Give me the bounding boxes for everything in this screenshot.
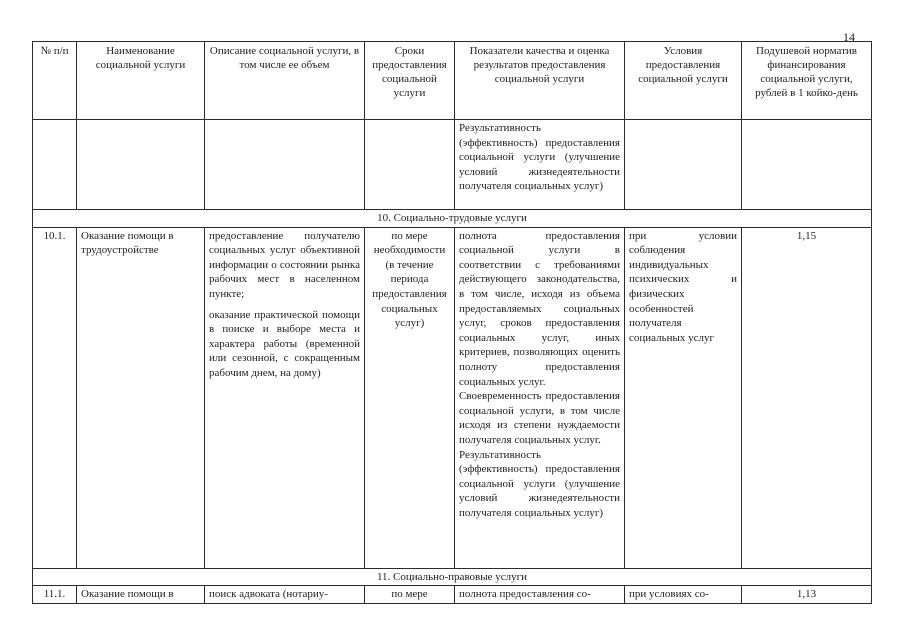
- header-term: Сроки предоставления социальной услуги: [365, 42, 455, 120]
- cell-empty: [625, 120, 742, 210]
- page-number: 14: [843, 30, 855, 44]
- row-number: 11.1.: [33, 586, 77, 604]
- term-cell: по мере: [365, 586, 455, 604]
- row-number: 10.1.: [33, 227, 77, 568]
- cell-empty: [33, 120, 77, 210]
- term-cell: по мере необходимости (в течение периода предоставления социальных услуг): [365, 227, 455, 568]
- table-row: [33, 227, 872, 568]
- quality-part: Результативность (эффективность) предоставления социальной услуги (улучшение условий жизнедеятельности получателя социальных услуг): [459, 448, 620, 519]
- quality-cell: полнота предоставления со-: [455, 586, 625, 604]
- header-num: № п/п: [33, 42, 77, 120]
- description-cell: поиск адвоката (нотариу-: [205, 586, 365, 604]
- table-row: [33, 120, 872, 210]
- header-quality: Показатели качества и оценка результатов предоставления социальной услуги: [455, 42, 625, 120]
- cell-empty: [742, 120, 872, 210]
- norm-cell: 1,13: [742, 586, 872, 604]
- header-norm: Подушевой норматив финансирования социальной услуги, рублей в 1 койко-день: [742, 42, 872, 120]
- service-name: Оказание помощи в трудоустройстве: [77, 227, 205, 568]
- description-part: предоставление получателю социальных услуг объективной информации о состоянии рынка рабочих мест в населенном пункте;: [209, 229, 360, 300]
- header-description: Описание социальной услуги, в том числе ее объем: [205, 42, 365, 120]
- services-table: [32, 41, 872, 604]
- cell-empty: [77, 120, 205, 210]
- conditions-cell: при условиях со-: [625, 586, 742, 604]
- header-row: [33, 42, 872, 120]
- service-name: Оказание помощи в: [77, 586, 205, 604]
- description-part: оказание практической помощи в поиске и выборе места и характера работы (временной или сезонной, с сокращенным рабочим днем, на дому): [209, 308, 360, 379]
- header-name: Наименование социальной услуги: [77, 42, 205, 120]
- quality-part: полнота предоставления социальной услуги в соответствии с требованиями действующего законодательства, в том числе, исходя из объема предоставляемых социальных услуг, сроков предоставления социальных услуг, иных критериев, позволяющих оценить полноту предоставления социальных услуг.: [459, 229, 620, 388]
- section-title: 10. Социально-трудовые услуги: [33, 210, 872, 228]
- section-title: 11. Социально-правовые услуги: [33, 568, 872, 586]
- norm-cell: 1,15: [742, 227, 872, 568]
- conditions-cell: при условии соблюдения индивидуальных психических и физических особенностей получателя социальных услуг: [625, 227, 742, 568]
- header-conditions: Условия предоставления социальной услуги: [625, 42, 742, 120]
- description-cell: [205, 227, 365, 568]
- quality-cell: Результативность (эффективность) предоставления социальной услуги (улучшение условий жизнедеятельности получателя социальных услуг): [455, 120, 625, 210]
- table-row: [33, 586, 872, 604]
- section-row: [33, 210, 872, 228]
- section-row: [33, 568, 872, 586]
- cell-empty: [365, 120, 455, 210]
- quality-part: Своевременность предоставления социальной услуги, в том числе исходя из степени нуждаемости получателя социальных услуг.: [459, 390, 620, 446]
- quality-cell: [455, 227, 625, 568]
- cell-empty: [205, 120, 365, 210]
